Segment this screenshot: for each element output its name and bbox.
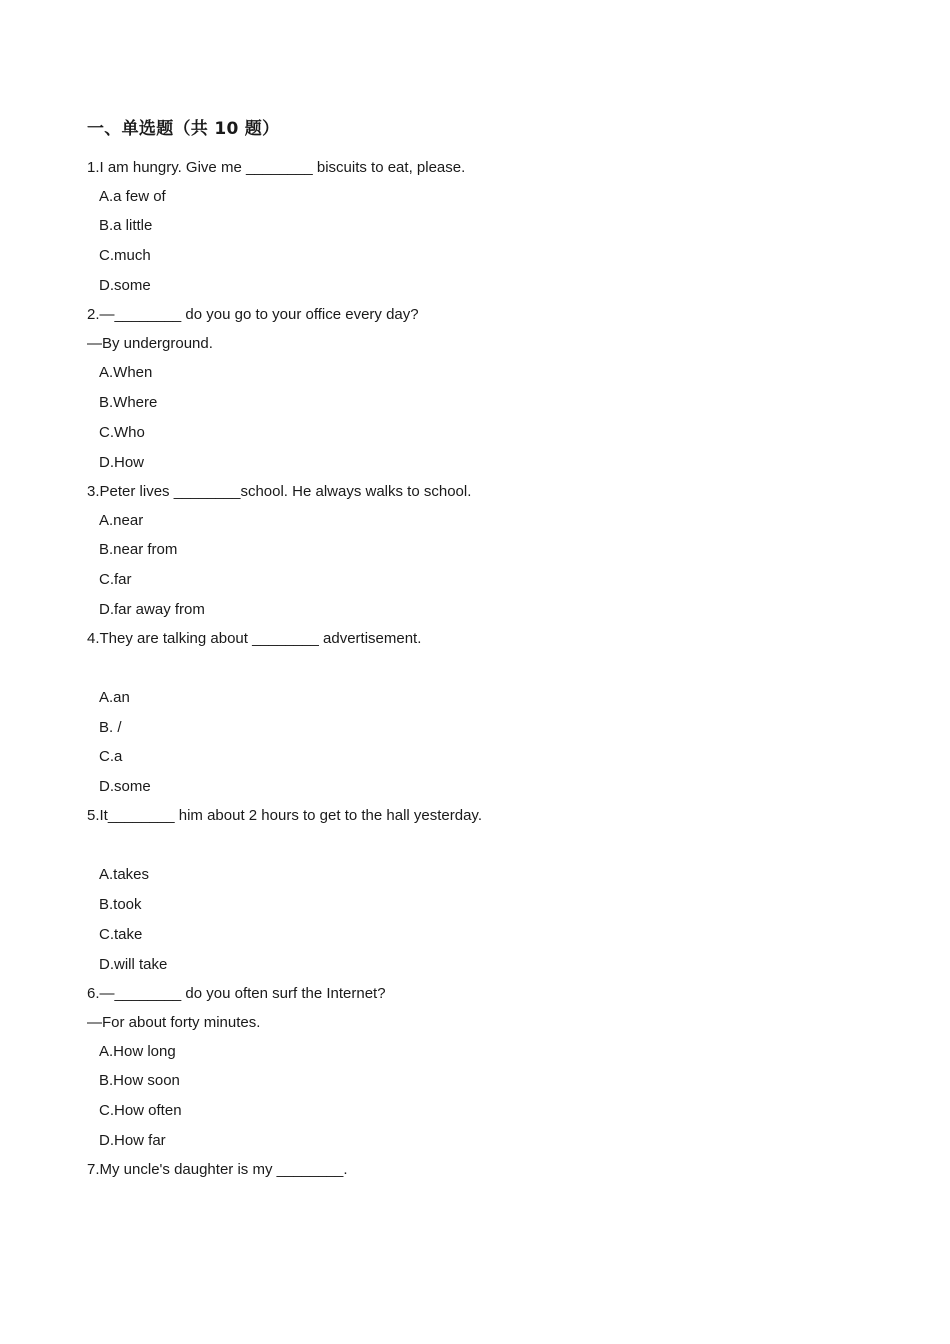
question-2-option-d: D.How — [99, 454, 145, 471]
question-3-option-d: D.far away from — [99, 601, 205, 618]
question-2-option-b: B.Where — [99, 394, 158, 411]
question-2-option-c: C.Who — [99, 424, 145, 441]
question-3-option-a: A.near — [99, 512, 144, 529]
question-4-option-d: D.some — [99, 778, 151, 795]
question-6-option-a: A.How long — [99, 1043, 176, 1060]
question-1-option-d: D.some — [99, 277, 151, 294]
question-7-stem: 7.My uncle's daughter is my ________. — [87, 1161, 348, 1178]
question-1-option-b: B.a little — [99, 217, 153, 234]
question-4-option-b: B. / — [99, 719, 122, 736]
question-5-option-b: B.took — [99, 896, 142, 913]
question-1-option-a: A.a few of — [99, 188, 166, 205]
question-1-option-c: C.much — [99, 247, 151, 264]
section-title: 一、单选题（共 10 题） — [87, 119, 280, 139]
question-5-option-d: D.will take — [99, 956, 168, 973]
question-2-option-a: A.When — [99, 364, 153, 381]
question-5-option-c: C.take — [99, 926, 143, 943]
question-3-option-c: C.far — [99, 571, 132, 588]
question-4-option-c: C.a — [99, 748, 123, 765]
question-2-reply: —By underground. — [87, 335, 213, 352]
question-4-stem: 4.They are talking about ________ advertisement. — [87, 630, 422, 647]
question-6-stem: 6.—________ do you often surf the Internet? — [87, 985, 386, 1002]
question-6-option-d: D.How far — [99, 1132, 166, 1149]
question-6-option-b: B.How soon — [99, 1072, 180, 1089]
question-1-stem: 1.I am hungry. Give me ________ biscuits to eat, please. — [87, 159, 466, 176]
question-4-option-a: A.an — [99, 689, 130, 706]
question-2-stem: 2.—________ do you go to your office every day? — [87, 306, 419, 323]
question-3-stem: 3.Peter lives ________school. He always walks to school. — [87, 483, 472, 500]
question-5-option-a: A.takes — [99, 866, 150, 883]
question-3-option-b: B.near from — [99, 541, 178, 558]
question-6-reply: —For about forty minutes. — [87, 1014, 261, 1031]
question-5-stem: 5.It________ him about 2 hours to get to the hall yesterday. — [87, 807, 482, 824]
question-6-option-c: C.How often — [99, 1102, 182, 1119]
